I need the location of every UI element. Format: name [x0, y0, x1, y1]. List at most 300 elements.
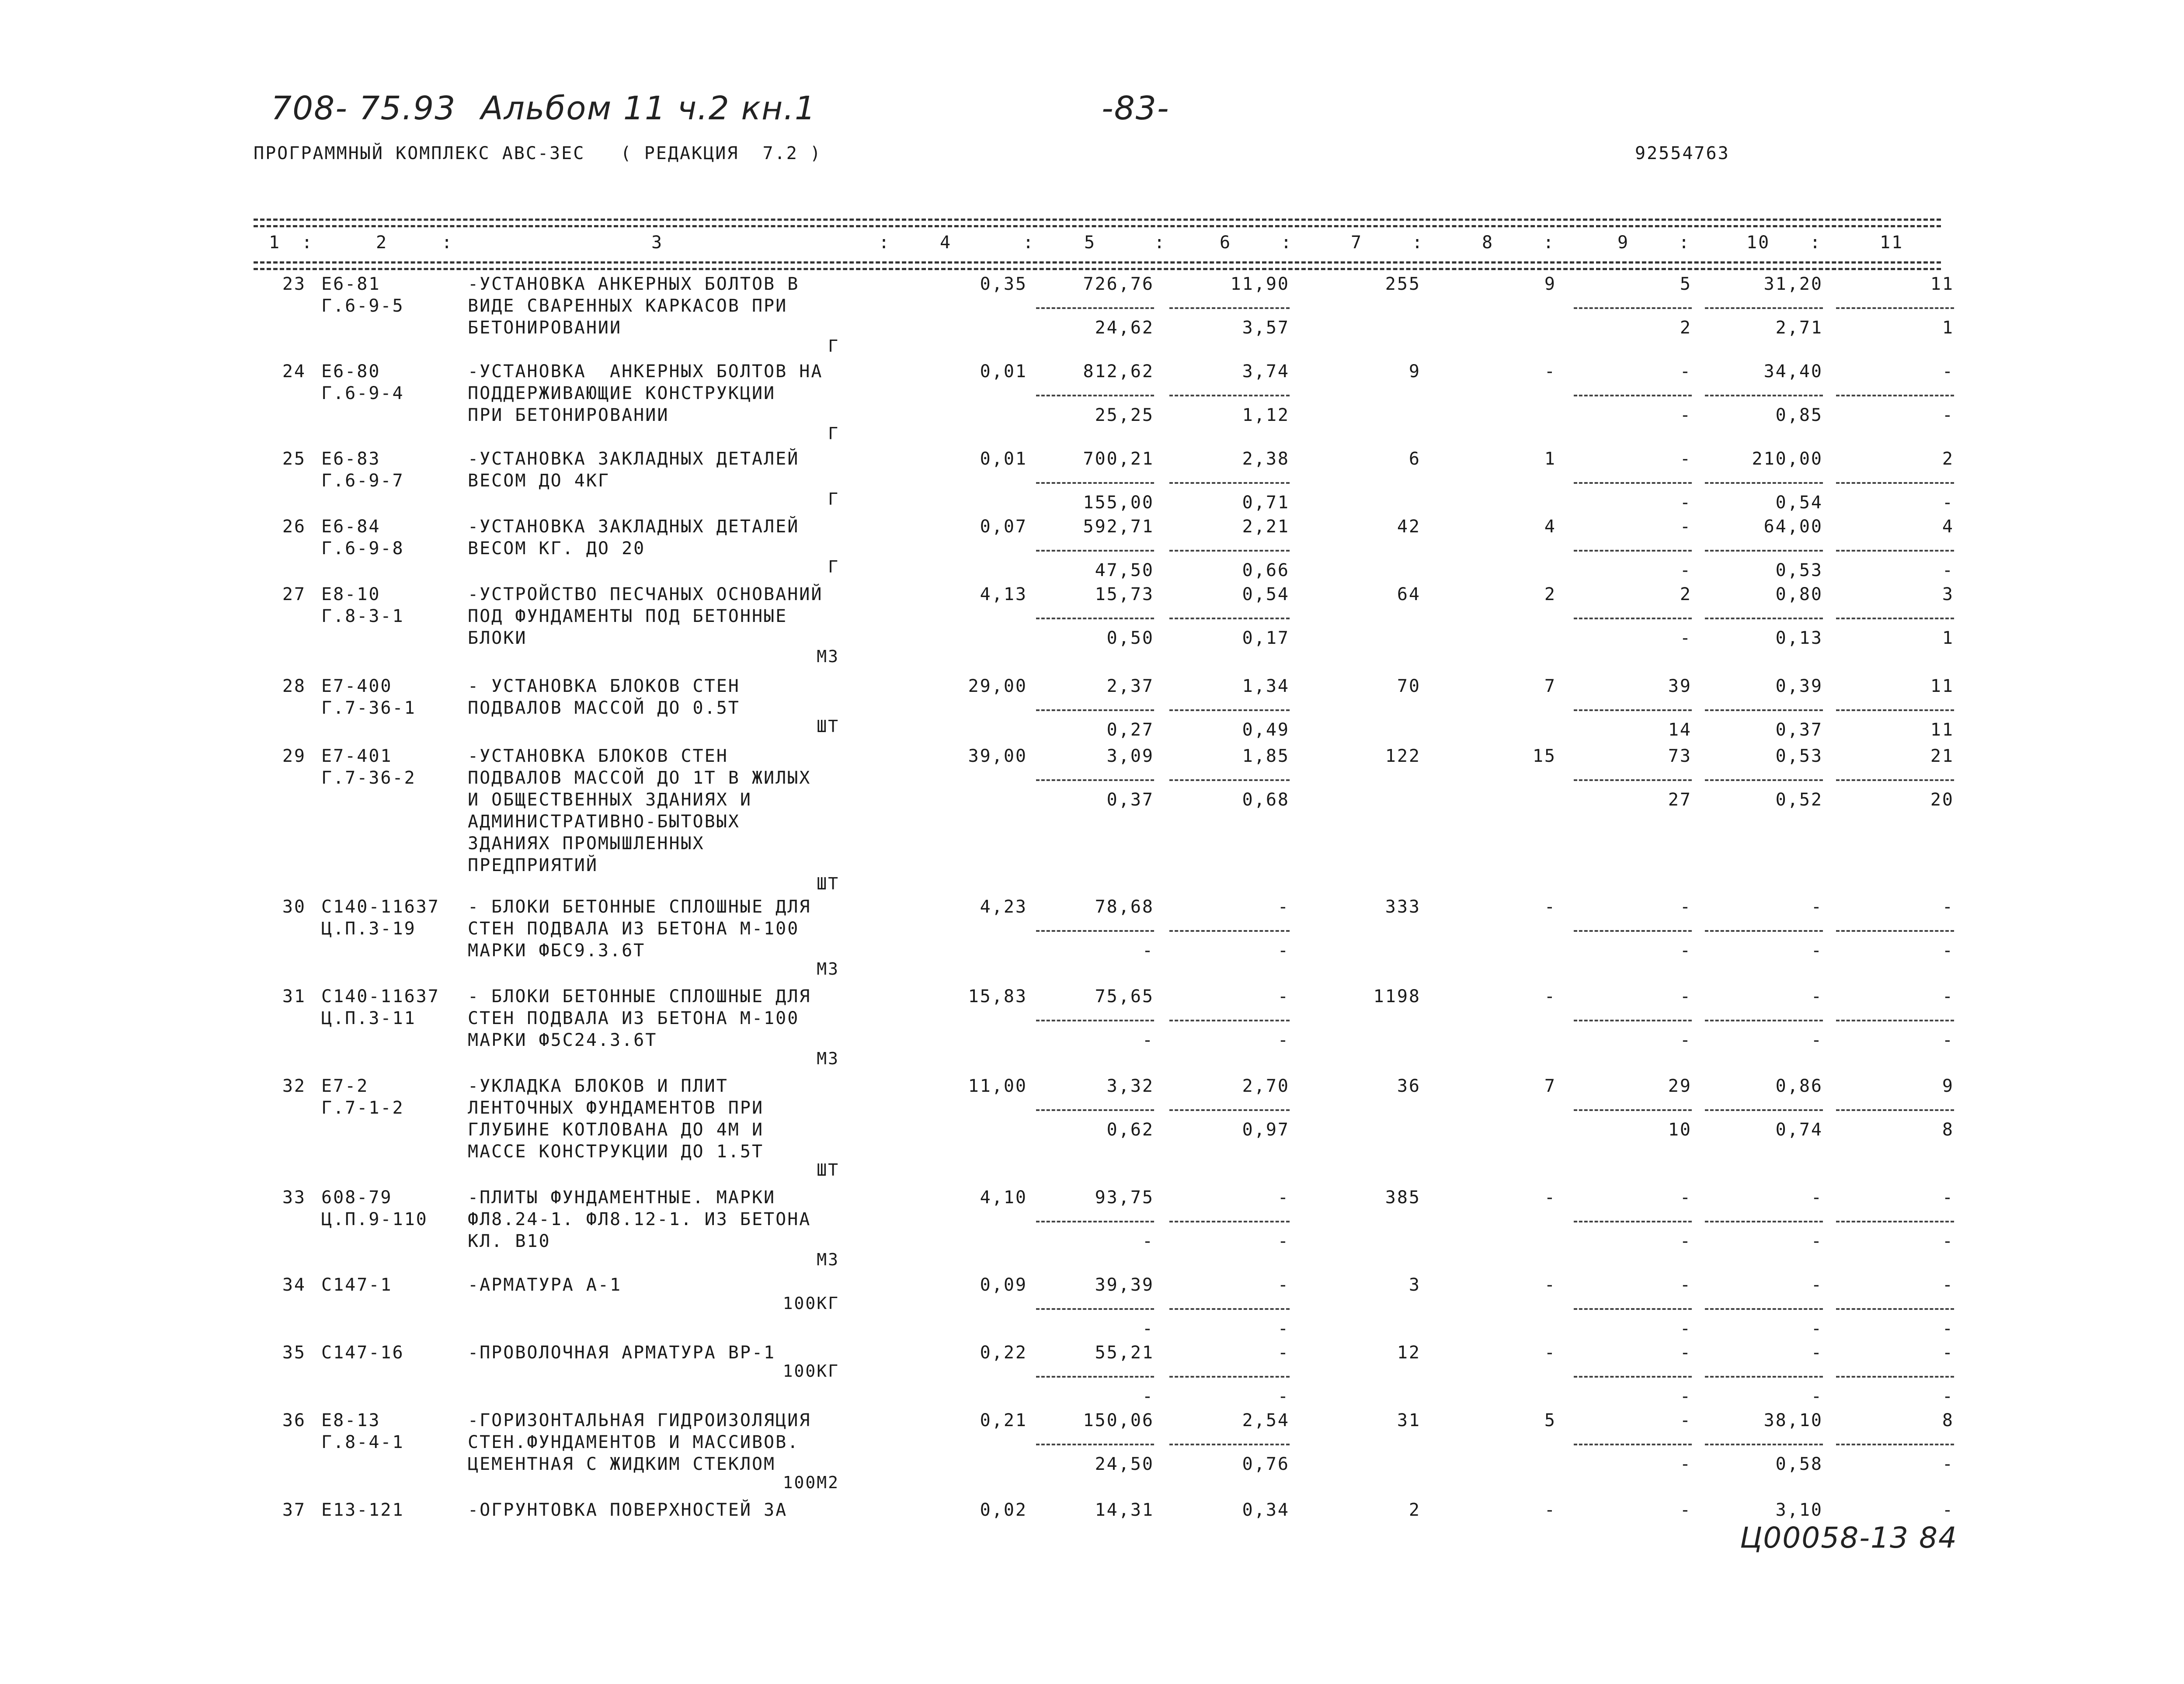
row-value-4: 0,22 — [980, 1343, 1027, 1363]
row-reference: Г.7-1-2 — [321, 1098, 404, 1118]
value-separator — [1169, 550, 1290, 552]
row-value-5: 75,65 — [1095, 986, 1154, 1007]
row-value-11: - — [1942, 986, 1954, 1007]
row-value-11: - — [1942, 361, 1954, 382]
row-description-line: -УСТАНОВКА БЛОКОВ СТЕН — [468, 746, 728, 766]
program-line: ПРОГРАММНЫЙ КОМПЛЕКС АВС-3ЕС ( РЕДАКЦИЯ 7.2 ) — [254, 143, 822, 163]
value-separator — [1169, 1221, 1290, 1222]
row-value-4: 0,21 — [980, 1410, 1027, 1431]
row-value-7: 12 — [1397, 1343, 1421, 1363]
row-value-8: - — [1544, 1343, 1556, 1363]
row-value-7: 42 — [1397, 517, 1421, 537]
row-value-9-sub: - — [1680, 1319, 1692, 1339]
row-description-line: ФЛ8.24-1. ФЛ8.12-1. ИЗ БЕТОНА — [468, 1209, 811, 1229]
row-value-5-sub: 0,27 — [1106, 720, 1154, 740]
row-unit: 100КГ — [782, 1294, 839, 1313]
row-description-line: КЛ. В10 — [468, 1231, 551, 1251]
row-value-6-sub: 3,57 — [1242, 318, 1290, 338]
row-value-6-sub: 0,68 — [1242, 790, 1290, 810]
row-value-6: - — [1277, 1343, 1290, 1363]
value-separator — [1574, 550, 1692, 552]
row-value-11-sub: - — [1942, 1231, 1954, 1251]
value-separator — [1836, 1221, 1954, 1222]
value-separator — [1705, 1444, 1823, 1445]
column-header-13: : — [1412, 233, 1424, 253]
row-value-6: 3,74 — [1242, 361, 1290, 382]
row-reference: Г.7-36-1 — [321, 698, 416, 718]
row-value-4: 15,83 — [968, 986, 1027, 1007]
doc-number: 92554763 — [1635, 143, 1730, 163]
row-value-4: 39,00 — [968, 746, 1027, 766]
value-separator — [1169, 1020, 1290, 1021]
value-separator — [1169, 307, 1290, 309]
row-value-6-sub: 0,17 — [1242, 628, 1290, 648]
row-value-8: 1 — [1544, 449, 1556, 469]
row-value-5-sub: - — [1142, 941, 1154, 961]
row-description-line: МАРКИ Ф5С24.3.6Т — [468, 1030, 657, 1050]
value-separator — [1574, 307, 1692, 309]
row-value-5: 78,68 — [1095, 897, 1154, 917]
value-separator — [1036, 307, 1154, 309]
column-header-12: 7 — [1351, 233, 1363, 253]
row-description-line: -ОГРУНТОВКА ПОВЕРХНОСТЕЙ ЗА — [468, 1500, 788, 1520]
row-value-6: 2,38 — [1242, 449, 1290, 469]
row-value-9-sub: - — [1680, 405, 1692, 425]
row-value-11-sub: - — [1942, 1319, 1954, 1339]
row-value-4: 4,13 — [980, 584, 1027, 604]
row-value-8: - — [1544, 1500, 1556, 1520]
row-value-7: 385 — [1385, 1187, 1421, 1208]
row-value-6-sub: 1,12 — [1242, 405, 1290, 425]
row-code: Е6-81 — [321, 274, 381, 294]
row-reference: Ц.П.3-19 — [321, 919, 416, 939]
row-value-6-sub: - — [1277, 1231, 1290, 1251]
row-value-9: - — [1680, 449, 1692, 469]
row-number: 36 — [282, 1410, 306, 1431]
row-value-10-sub: 0,85 — [1775, 405, 1823, 425]
row-value-9: 73 — [1668, 746, 1692, 766]
row-description-line: -ПЛИТЫ ФУНДАМЕНТНЫЕ. МАРКИ — [468, 1187, 776, 1208]
row-value-9: - — [1680, 1500, 1692, 1520]
row-value-10: 0,80 — [1775, 584, 1823, 604]
row-description-line: -ПРОВОЛОЧНАЯ АРМАТУРА ВР-1 — [468, 1343, 776, 1363]
value-separator — [1705, 1308, 1823, 1310]
row-value-11-sub: 1 — [1942, 318, 1954, 338]
value-separator — [1574, 1444, 1692, 1445]
page-number: -83- — [1102, 90, 1170, 127]
row-value-6-sub: - — [1277, 941, 1290, 961]
row-description-line: ВЕСОМ КГ. ДО 20 — [468, 538, 646, 559]
value-separator — [1836, 395, 1954, 396]
column-header-2: 2 — [376, 233, 388, 253]
value-separator — [1836, 550, 1954, 552]
row-description-line: ЛЕНТОЧНЫХ ФУНДАМЕНТОВ ПРИ — [468, 1098, 764, 1118]
row-value-9-sub: - — [1680, 560, 1692, 580]
row-value-10: 0,39 — [1775, 676, 1823, 696]
row-value-10: - — [1811, 1343, 1823, 1363]
value-separator — [1574, 709, 1692, 711]
row-value-10: 0,86 — [1775, 1076, 1823, 1096]
value-separator — [1036, 1444, 1154, 1445]
row-description-line: ПОД ФУНДАМЕНТЫ ПОД БЕТОННЫЕ — [468, 606, 788, 626]
row-value-10-sub: 0,74 — [1775, 1120, 1823, 1140]
column-header-6: 4 — [940, 233, 952, 253]
row-value-7: 1198 — [1373, 986, 1421, 1007]
row-unit: М3 — [817, 1250, 839, 1269]
value-separator — [1036, 1221, 1154, 1222]
row-unit: Г — [828, 490, 839, 509]
row-reference: Г.6-9-5 — [321, 296, 404, 316]
row-description-line: ЗДАНИЯХ ПРОМЫШЛЕННЫХ — [468, 833, 705, 854]
value-separator — [1705, 930, 1823, 932]
row-description-line: -УКЛАДКА БЛОКОВ И ПЛИТ — [468, 1076, 728, 1096]
row-description-line: ВИДЕ СВАРЕННЫХ КАРКАСОВ ПРИ — [468, 296, 788, 316]
row-value-5-sub: 0,50 — [1106, 628, 1154, 648]
row-code: Е6-83 — [321, 449, 381, 469]
row-value-4: 0,01 — [980, 449, 1027, 469]
row-value-11-sub: - — [1942, 1454, 1954, 1474]
row-value-4: 4,10 — [980, 1187, 1027, 1208]
row-value-10-sub: 2,71 — [1775, 318, 1823, 338]
row-value-6-sub: 0,76 — [1242, 1454, 1290, 1474]
column-header-20: 11 — [1880, 233, 1904, 253]
value-separator — [1574, 779, 1692, 781]
row-value-11: 2 — [1942, 449, 1954, 469]
row-description-line: -УСТАНОВКА АНКЕРНЫХ БОЛТОВ НА — [468, 361, 823, 382]
value-separator — [1036, 482, 1154, 484]
row-reference: Г.6-9-7 — [321, 471, 404, 491]
column-header-3: : — [442, 233, 454, 253]
row-number: 31 — [282, 986, 306, 1007]
row-value-8: - — [1544, 361, 1556, 382]
handwritten-album: Альбом 11 ч.2 кн.1 — [481, 90, 817, 127]
value-separator — [1705, 1109, 1823, 1111]
row-value-9-sub: - — [1680, 1454, 1692, 1474]
row-value-5-sub: 47,50 — [1095, 560, 1154, 580]
row-value-10: 38,10 — [1763, 1410, 1823, 1431]
row-value-4: 0,02 — [980, 1500, 1027, 1520]
row-value-5: 15,73 — [1095, 584, 1154, 604]
row-value-6: - — [1277, 986, 1290, 1007]
value-separator — [1705, 1376, 1823, 1378]
row-description-line: СТЕН ПОДВАЛА ИЗ БЕТОНА М-100 — [468, 1008, 800, 1028]
row-value-6: 1,85 — [1242, 746, 1290, 766]
row-value-11: - — [1942, 1275, 1954, 1295]
row-value-9: 2 — [1680, 584, 1692, 604]
row-value-9: - — [1680, 1187, 1692, 1208]
value-separator — [1836, 930, 1954, 932]
value-separator — [1574, 1221, 1692, 1222]
row-description-line: -ГОРИЗОНТАЛЬНАЯ ГИДРОИЗОЛЯЦИЯ — [468, 1410, 811, 1431]
row-description-line: - УСТАНОВКА БЛОКОВ СТЕН — [468, 676, 740, 696]
value-separator — [1705, 395, 1823, 396]
row-value-5: 93,75 — [1095, 1187, 1154, 1208]
column-header-17: : — [1679, 233, 1691, 253]
row-number: 25 — [282, 449, 306, 469]
row-value-9-sub: - — [1680, 628, 1692, 648]
row-value-6-sub: 0,71 — [1242, 493, 1290, 513]
row-value-5: 2,37 — [1106, 676, 1154, 696]
row-code: С147-1 — [321, 1275, 393, 1295]
row-description-line: -УСТАНОВКА ЗАКЛАДНЫХ ДЕТАЛЕЙ — [468, 517, 800, 537]
row-value-6-sub: 0,49 — [1242, 720, 1290, 740]
row-value-10-sub: 0,37 — [1775, 720, 1823, 740]
row-value-10: - — [1811, 897, 1823, 917]
row-value-10-sub: - — [1811, 941, 1823, 961]
row-value-9-sub: 2 — [1680, 318, 1692, 338]
row-value-9: - — [1680, 1410, 1692, 1431]
row-number: 35 — [282, 1343, 306, 1363]
column-header-10: 6 — [1220, 233, 1232, 253]
row-value-8: 7 — [1544, 1076, 1556, 1096]
row-code: С140-11637 — [321, 986, 440, 1007]
row-value-9: - — [1680, 986, 1692, 1007]
row-description-line: -УСТАНОВКА ЗАКЛАДНЫХ ДЕТАЛЕЙ — [468, 449, 800, 469]
row-value-11-sub: 8 — [1942, 1120, 1954, 1140]
row-value-11: - — [1942, 1187, 1954, 1208]
row-value-8: 7 — [1544, 676, 1556, 696]
column-header-16: 9 — [1617, 233, 1630, 253]
value-separator — [1169, 482, 1290, 484]
column-header-19: : — [1810, 233, 1822, 253]
row-value-11: - — [1942, 1343, 1954, 1363]
value-separator — [1836, 618, 1954, 619]
value-separator — [1036, 930, 1154, 932]
column-header-8: 5 — [1084, 233, 1096, 253]
row-value-5-sub: - — [1142, 1319, 1154, 1339]
row-value-9-sub: - — [1680, 493, 1692, 513]
value-separator — [1169, 1376, 1290, 1378]
row-value-9-sub: 14 — [1668, 720, 1692, 740]
row-description-line: МАРКИ ФБС9.3.6Т — [468, 941, 646, 961]
row-value-4: 0,07 — [980, 517, 1027, 537]
row-value-10-sub: - — [1811, 1030, 1823, 1050]
row-value-5: 812,62 — [1083, 361, 1154, 382]
row-value-9: - — [1680, 1343, 1692, 1363]
row-unit: ШТ — [817, 717, 839, 736]
row-value-11: - — [1942, 897, 1954, 917]
value-separator — [1836, 1444, 1954, 1445]
row-value-10: 0,53 — [1775, 746, 1823, 766]
row-value-7: 333 — [1385, 897, 1421, 917]
row-value-11-sub: - — [1942, 941, 1954, 961]
row-value-8: 15 — [1532, 746, 1556, 766]
row-value-5: 55,21 — [1095, 1343, 1154, 1363]
row-reference: Г.6-9-4 — [321, 383, 404, 403]
row-value-6: 2,54 — [1242, 1410, 1290, 1431]
value-separator — [1169, 779, 1290, 781]
row-description-line: И ОБЩЕСТВЕННЫХ ЗДАНИЯХ И — [468, 790, 752, 810]
row-value-10-sub: - — [1811, 1319, 1823, 1339]
row-value-11: 21 — [1930, 746, 1954, 766]
row-value-5: 700,21 — [1083, 449, 1154, 469]
row-value-10: 3,10 — [1775, 1500, 1823, 1520]
value-separator — [1036, 709, 1154, 711]
value-separator — [1705, 709, 1823, 711]
value-separator — [1169, 618, 1290, 619]
row-value-9: - — [1680, 897, 1692, 917]
row-unit: ШТ — [817, 1160, 839, 1180]
row-value-7: 31 — [1397, 1410, 1421, 1431]
value-separator — [1036, 1376, 1154, 1378]
value-separator — [1836, 482, 1954, 484]
column-header-11: : — [1281, 233, 1293, 253]
row-value-7: 255 — [1385, 274, 1421, 294]
row-value-9: 29 — [1668, 1076, 1692, 1096]
value-separator — [1705, 1020, 1823, 1021]
row-description-line: СТЕН.ФУНДАМЕНТОВ И МАССИВОВ. — [468, 1432, 800, 1452]
row-value-6-sub: - — [1277, 1386, 1290, 1406]
row-value-5-sub: 24,62 — [1095, 318, 1154, 338]
row-number: 24 — [282, 361, 306, 382]
row-value-7: 3 — [1408, 1275, 1421, 1295]
row-value-10-sub: 0,13 — [1775, 628, 1823, 648]
row-value-7: 36 — [1397, 1076, 1421, 1096]
value-separator — [1836, 1308, 1954, 1310]
value-separator — [1036, 1109, 1154, 1111]
row-value-9-sub: - — [1680, 941, 1692, 961]
row-value-6-sub: - — [1277, 1030, 1290, 1050]
row-value-8: 9 — [1544, 274, 1556, 294]
row-value-10-sub: 0,53 — [1775, 560, 1823, 580]
value-separator — [1836, 709, 1954, 711]
row-value-5: 39,39 — [1095, 1275, 1154, 1295]
row-value-6: - — [1277, 1275, 1290, 1295]
row-number: 34 — [282, 1275, 306, 1295]
row-value-4: 0,09 — [980, 1275, 1027, 1295]
row-reference: Г.7-36-2 — [321, 768, 416, 788]
row-number: 30 — [282, 897, 306, 917]
row-description-line: - БЛОКИ БЕТОННЫЕ СПЛОШНЫЕ ДЛЯ — [468, 986, 811, 1007]
value-separator — [1169, 1308, 1290, 1310]
row-value-9-sub: - — [1680, 1231, 1692, 1251]
column-header-7: : — [1023, 233, 1035, 253]
row-reference: Г.8-3-1 — [321, 606, 404, 626]
value-separator — [1705, 618, 1823, 619]
value-separator — [1705, 1221, 1823, 1222]
row-code: Е8-13 — [321, 1410, 381, 1431]
row-description-line: ПОДДЕРЖИВАЮЩИЕ КОНСТРУКЦИИ — [468, 383, 776, 403]
value-separator — [1169, 1444, 1290, 1445]
row-unit: ШТ — [817, 874, 839, 893]
row-value-10-sub: 0,54 — [1775, 493, 1823, 513]
row-value-6-sub: 0,66 — [1242, 560, 1290, 580]
value-separator — [1574, 930, 1692, 932]
row-description-line: СТЕН ПОДВАЛА ИЗ БЕТОНА М-100 — [468, 919, 800, 939]
row-code: Е13-121 — [321, 1500, 404, 1520]
row-unit: 100М2 — [782, 1473, 839, 1492]
row-code: 608-79 — [321, 1187, 393, 1208]
row-value-8: 5 — [1544, 1410, 1556, 1431]
row-value-5: 14,31 — [1095, 1500, 1154, 1520]
column-header-5: : — [879, 233, 891, 253]
row-number: 23 — [282, 274, 306, 294]
row-value-11-sub: - — [1942, 1386, 1954, 1406]
value-separator — [1574, 1020, 1692, 1021]
value-separator — [1036, 550, 1154, 552]
row-value-6: 0,54 — [1242, 584, 1290, 604]
value-separator — [1836, 779, 1954, 781]
row-code: Е8-10 — [321, 584, 381, 604]
row-value-10: - — [1811, 1275, 1823, 1295]
row-value-9-sub: - — [1680, 1030, 1692, 1050]
row-value-4: 0,35 — [980, 274, 1027, 294]
row-value-8: - — [1544, 986, 1556, 1007]
row-value-5-sub: - — [1142, 1231, 1154, 1251]
row-value-8: - — [1544, 1187, 1556, 1208]
value-separator — [1574, 395, 1692, 396]
value-separator — [1169, 930, 1290, 932]
row-value-4: 0,01 — [980, 361, 1027, 382]
row-number: 28 — [282, 676, 306, 696]
value-separator — [1705, 779, 1823, 781]
row-number: 32 — [282, 1076, 306, 1096]
row-code: Е6-84 — [321, 517, 381, 537]
row-value-9: 5 — [1680, 274, 1692, 294]
row-value-10: 210,00 — [1752, 449, 1823, 469]
row-code: С147-16 — [321, 1343, 404, 1363]
value-separator — [1574, 1376, 1692, 1378]
row-value-5: 726,76 — [1083, 274, 1154, 294]
row-code: С140-11637 — [321, 897, 440, 917]
value-separator — [1705, 550, 1823, 552]
value-separator — [1169, 395, 1290, 396]
row-value-9-sub: 10 — [1668, 1120, 1692, 1140]
row-value-11-sub: 20 — [1930, 790, 1954, 810]
row-value-6: 2,70 — [1242, 1076, 1290, 1096]
row-value-6: 0,34 — [1242, 1500, 1290, 1520]
value-separator — [1705, 482, 1823, 484]
row-unit: М3 — [817, 647, 839, 666]
row-number: 29 — [282, 746, 306, 766]
row-value-11: 8 — [1942, 1410, 1954, 1431]
value-separator — [1836, 307, 1954, 309]
row-value-7: 6 — [1408, 449, 1421, 469]
row-code: Е7-400 — [321, 676, 393, 696]
value-separator — [1036, 618, 1154, 619]
value-separator — [1169, 709, 1290, 711]
handwritten-code: 708- 75.93 — [271, 90, 456, 127]
row-value-5-sub: 0,37 — [1106, 790, 1154, 810]
row-value-11-sub: - — [1942, 1030, 1954, 1050]
row-value-10: 64,00 — [1763, 517, 1823, 537]
value-separator — [1836, 1020, 1954, 1021]
row-value-6: 11,90 — [1230, 274, 1290, 294]
row-value-4: 4,23 — [980, 897, 1027, 917]
row-description-line: ПОДВАЛОВ МАССОЙ ДО 1Т В ЖИЛЫХ — [468, 768, 811, 788]
row-description-line: ПРИ БЕТОНИРОВАНИИ — [468, 405, 669, 425]
row-value-10: 34,40 — [1763, 361, 1823, 382]
column-header-14: 8 — [1482, 233, 1494, 253]
row-description-line: -УСТРОЙСТВО ПЕСЧАНЫХ ОСНОВАНИЙ — [468, 584, 823, 604]
row-unit: 100КГ — [782, 1361, 839, 1381]
column-header-0: 1 — [269, 233, 281, 253]
row-value-11-sub: - — [1942, 405, 1954, 425]
row-value-5-sub: 25,25 — [1095, 405, 1154, 425]
column-header-15: : — [1543, 233, 1555, 253]
row-value-7: 64 — [1397, 584, 1421, 604]
row-description-line: -УСТАНОВКА АНКЕРНЫХ БОЛТОВ В — [468, 274, 800, 294]
row-value-11: 11 — [1930, 274, 1954, 294]
row-value-10: - — [1811, 986, 1823, 1007]
row-value-8: - — [1544, 897, 1556, 917]
row-description-line: ЦЕМЕНТНАЯ С ЖИДКИМ СТЕКЛОМ — [468, 1454, 776, 1474]
column-header-1: : — [302, 233, 314, 253]
row-value-6: 1,34 — [1242, 676, 1290, 696]
row-value-10-sub: 0,52 — [1775, 790, 1823, 810]
column-header-9: : — [1154, 233, 1166, 253]
row-description-line: ПОДВАЛОВ МАССОЙ ДО 0.5Т — [468, 698, 740, 718]
